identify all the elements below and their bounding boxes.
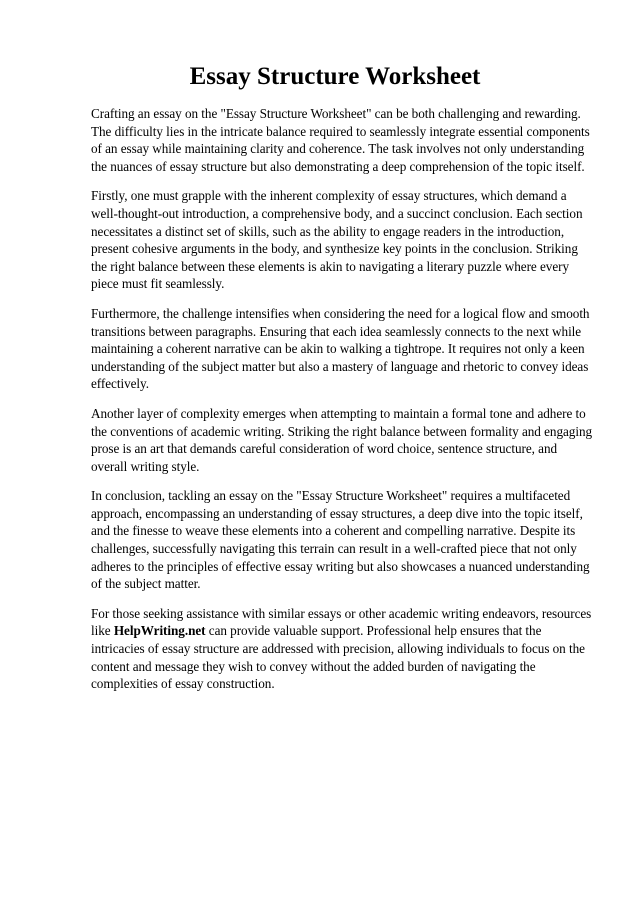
paragraph-closing: [91, 605, 594, 693]
paragraph-flow: Furthermore, the challenge intensifies when considering the need for a logical flow and smooth transitions between paragraphs. Ensuring that each idea seamlessly connects to the next while maintaining a coherent narrative can be akin to walking a tightrope. It requires not only a keen understanding of the subject matter but also a mastery of language and rhetoric to convey ideas effectively.: [91, 305, 590, 392]
paragraph-tone: Another layer of complexity emerges when attempting to maintain a formal tone and adhere to the conventions of academic writing. Striking the right balance between formality and engaging prose is an art that demands careful consideration of word choice, sentence structure, and overall writing style.: [91, 405, 593, 474]
paragraph-intro: Crafting an essay on the "Essay Structure Worksheet" can be both challenging and rewarding. The difficulty lies in the intricate balance required to seamlessly integrate essential components of an essay while maintaining clarity and coherence. The task involves not only understanding the nuances of essay structure but also demonstrating a deep comprehension of the topic itself.: [91, 106, 590, 174]
brand-name: HelpWriting.net: [113, 623, 206, 639]
closing-text-before: For those seeking assistance with similar essays or other academic writing endeavors, resources like: [91, 605, 592, 639]
page-title: Essay Structure Worksheet: [189, 63, 481, 90]
paragraph-structure: Firstly, one must grapple with the inherent complexity of essay structures, which demand a well-thought-out introduction, a comprehensive body, and a succinct conclusion. Each section necessitates a distinct set of skills, such as the ability to engage readers in the introduction, present cohesive arguments in the body, and synthesize key points in the conclusion. Striking the right balance between these elements is akin to navigating a literary puzzle where every piece must fit seamlessly.: [91, 188, 583, 292]
paragraph-conclusion: In conclusion, tackling an essay on the "Essay Structure Worksheet" requires a multifaceted approach, encompassing an understanding of essay structures, a deep dive into the topic itself, and the finesse to weave these elements into a coherent and compelling narrative. Despite its challenges, successfully navigating this terrain can result in a well-crafted piece that not only adheres to the principles of effective essay writing but also showcases a nuanced understanding of the subject matter.: [91, 488, 590, 592]
closing-text-after: can provide valuable support. Professional help ensures that the intricacies of essay structure are addressed with precision, allowing individuals to focus on the content and message they wish to convey without the added burden of navigating the complexities of essay construction.: [91, 623, 585, 692]
